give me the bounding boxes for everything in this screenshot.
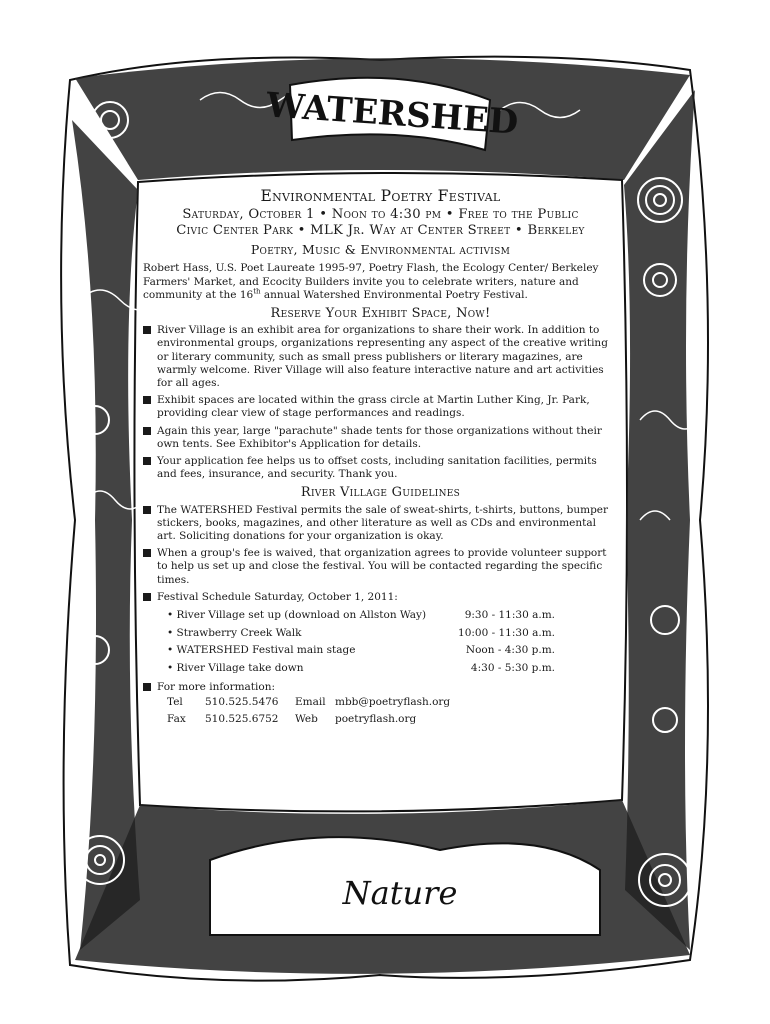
bullet-square-icon bbox=[143, 549, 151, 557]
schedule-row bbox=[167, 607, 555, 625]
bullet-square-icon bbox=[143, 396, 151, 404]
flyer-content bbox=[143, 187, 618, 732]
festival-title: Environmental Poetry Festival bbox=[260, 187, 501, 205]
fax-number: 510.525.6752 bbox=[205, 713, 279, 726]
schedule-item: • River Village take down bbox=[167, 661, 304, 674]
more-info-heading: For more information: bbox=[157, 681, 276, 694]
schedule-list bbox=[167, 607, 618, 677]
intro-paragraph bbox=[143, 262, 618, 302]
date-line: Saturday, October 1 • Noon to 4:30 pm • Free to the Public bbox=[182, 207, 579, 223]
list-item bbox=[143, 394, 618, 420]
tel-label: Tel bbox=[167, 696, 183, 709]
schedule-time: 4:30 - 5:30 p.m. bbox=[470, 661, 555, 674]
schedule-block bbox=[143, 591, 618, 677]
list-item bbox=[143, 324, 618, 390]
schedule-time: 9:30 - 11:30 a.m. bbox=[464, 609, 555, 622]
schedule-item: • WATERSHED Festival main stage bbox=[167, 644, 356, 657]
bullet-square-icon bbox=[143, 683, 151, 691]
email-label: Email bbox=[295, 696, 326, 709]
bullet-text: River Village is an exhibit area for organizations to share their work. In addition to environmental groups, organizations representing any aspect of the creative writing or literary community, such as small press publishers or literary magazines, are warmly welcome. River Village will also feature interactive nature and art activities for all ages. bbox=[157, 324, 608, 390]
bullet-square-icon bbox=[143, 506, 151, 514]
nature-word-art bbox=[320, 862, 480, 922]
reserve-heading: Reserve Your Exhibit Space, Now! bbox=[270, 306, 491, 322]
bullet-text: Your application fee helps us to offset costs, including sanitation facilities, permits and fees, insurance, and security. Thank you. bbox=[157, 455, 597, 481]
list-item bbox=[143, 425, 618, 451]
nature-word-text: Nature bbox=[342, 874, 458, 912]
bullet-text: Again this year, large "parachute" shade tents for those organizations without their own tents. See Exhibitor's Application for details. bbox=[157, 424, 602, 450]
tel-number: 510.525.5476 bbox=[205, 696, 279, 709]
list-item bbox=[143, 547, 618, 587]
schedule-row bbox=[167, 642, 555, 660]
schedule-item: • River Village set up (download on Allston Way) bbox=[167, 609, 427, 622]
bullet-square-icon bbox=[143, 457, 151, 465]
email-address: mbb@poetryflash.org bbox=[335, 696, 451, 709]
web-label: Web bbox=[295, 713, 318, 726]
intro-text-end: annual Watershed Environmental Poetry Festival. bbox=[260, 288, 528, 301]
fax-label: Fax bbox=[167, 713, 186, 726]
list-item bbox=[143, 455, 618, 481]
schedule-row bbox=[167, 625, 555, 643]
schedule-item: • Strawberry Creek Walk bbox=[167, 626, 302, 639]
contact-block bbox=[143, 681, 618, 728]
guidelines-heading: River Village Guidelines bbox=[300, 485, 461, 501]
bullet-text: Exhibit spaces are located within the grass circle at Martin Luther King, Jr. Park, providing clear view of stage performances and readings. bbox=[157, 394, 590, 420]
bullet-square-icon bbox=[143, 326, 151, 334]
bullet-square-icon bbox=[143, 593, 151, 601]
schedule-time: 10:00 - 11:30 a.m. bbox=[458, 626, 555, 639]
bullet-square-icon bbox=[143, 427, 151, 435]
contact-grid bbox=[167, 694, 618, 728]
schedule-heading: Festival Schedule Saturday, October 1, 2011: bbox=[157, 590, 398, 603]
schedule-row bbox=[167, 660, 555, 678]
intro-text: Robert Hass, U.S. Poet Laureate 1995-97, Poetry Flash, the Ecology Center/ Berkeley Farmers' Market, and Ecocity Builders invite you to celebrate writers, nature and community at the 16 bbox=[143, 262, 599, 301]
banner-title bbox=[265, 78, 520, 148]
location-line: Civic Center Park • MLK Jr. Way at Center Street • Berkeley bbox=[176, 223, 585, 239]
banner-title-text: WATERSHED bbox=[265, 85, 520, 143]
intro-ordinal: th bbox=[253, 287, 261, 296]
web-address: poetryflash.org bbox=[335, 713, 417, 726]
bullet-text: The WATERSHED Festival permits the sale of sweat-shirts, t-shirts, buttons, bumper stickers, books, magazines, and other literature as well as CDs and environmental art. Soliciting donations for your organization is okay. bbox=[157, 503, 609, 543]
schedule-time: Noon - 4:30 p.m. bbox=[465, 644, 555, 657]
list-item bbox=[143, 504, 618, 544]
bullet-text: When a group's fee is waived, that organization agrees to provide volunteer support to help us set up and close the festival. You will be contacted regarding the specific times. bbox=[157, 547, 607, 586]
festival-subtitle: Poetry, Music & Environmental activism bbox=[250, 242, 511, 258]
